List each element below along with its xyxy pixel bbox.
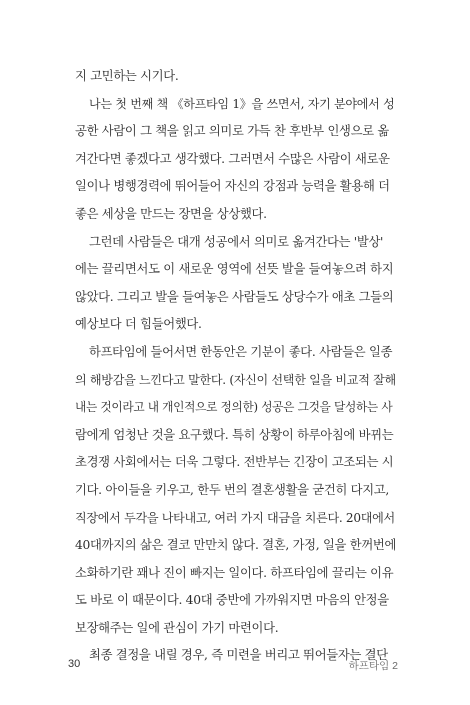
body-line: 40대까지의 삶은 결코 만만치 않다. 결혼, 가정, 일을 한꺼번에 <box>75 538 397 553</box>
body-line: 보장해주는 일에 관심이 가기 마련이다. <box>75 620 279 635</box>
body-line: 소화하기란 꽤나 진이 빠지는 일이다. 하프타임에 끌리는 이유 <box>75 565 394 580</box>
page-number: 30 <box>68 658 81 670</box>
body-line: 하프타임에 들어서면 한동안은 기분이 좋다. 사람들은 일종 <box>89 344 393 359</box>
body-line: 지 고민하는 시기다. <box>75 69 179 83</box>
body-line: 겨간다면 좋겠다고 생각했다. 그러면서 수많은 사람이 새로운 <box>75 151 390 166</box>
body-line: 에는 끌리면서도 이 새로운 영역에 선뜻 발을 들여놓으려 하지 <box>75 262 394 277</box>
body-line: 최종 결정을 내릴 경우, 즉 미련을 버리고 뛰어들자는 결단 <box>89 648 388 663</box>
body-line: 좋은 세상을 만드는 장면을 상상했다. <box>75 206 267 221</box>
running-head: 하프타임 2 <box>348 660 398 672</box>
body-line: 않았다. 그리고 발을 들여놓은 사람들도 상당수가 애초 그들의 <box>75 289 394 304</box>
body-line: 의 해방감을 느낀다고 말한다. (자신이 선택한 일을 비교적 잘해 <box>75 372 396 387</box>
body-line: 기다. 아이들을 키우고, 한두 번의 결혼생활을 굳건히 다지고, <box>75 482 389 497</box>
body-text <box>75 63 397 663</box>
body-line: 도 바로 이 때문이다. 40대 중반에 가까워지면 마음의 안정을 <box>75 593 389 608</box>
body-line: 일이나 병행경력에 뛰어들어 자신의 강점과 능력을 활용해 더 <box>75 179 390 194</box>
body-line: 나는 첫 번째 책 《하프타임 1》을 쓰면서, 자기 분야에서 성 <box>89 96 395 111</box>
body-line: 내는 것이라고 내 개인적으로 정의한) 성공은 그것을 달성하는 사 <box>75 400 393 415</box>
body-line: 그런데 사람들은 대개 성공에서 의미로 옮겨간다는 '발상' <box>89 234 384 249</box>
body-line: 공한 사람이 그 책을 읽고 의미로 가득 찬 후반부 인생으로 옮 <box>75 124 389 139</box>
body-line: 직장에서 두각을 나타내고, 여러 가지 대금을 치른다. 20대에서 <box>75 510 395 525</box>
body-line: 초경쟁 사회에서는 더욱 그렇다. 전반부는 긴장이 고조되는 시 <box>75 455 394 470</box>
body-line: 람에게 엄청난 것을 요구했다. 특히 상황이 하루아침에 바뀌는 <box>75 427 394 442</box>
body-line: 예상보다 더 힘들어했다. <box>75 317 202 332</box>
